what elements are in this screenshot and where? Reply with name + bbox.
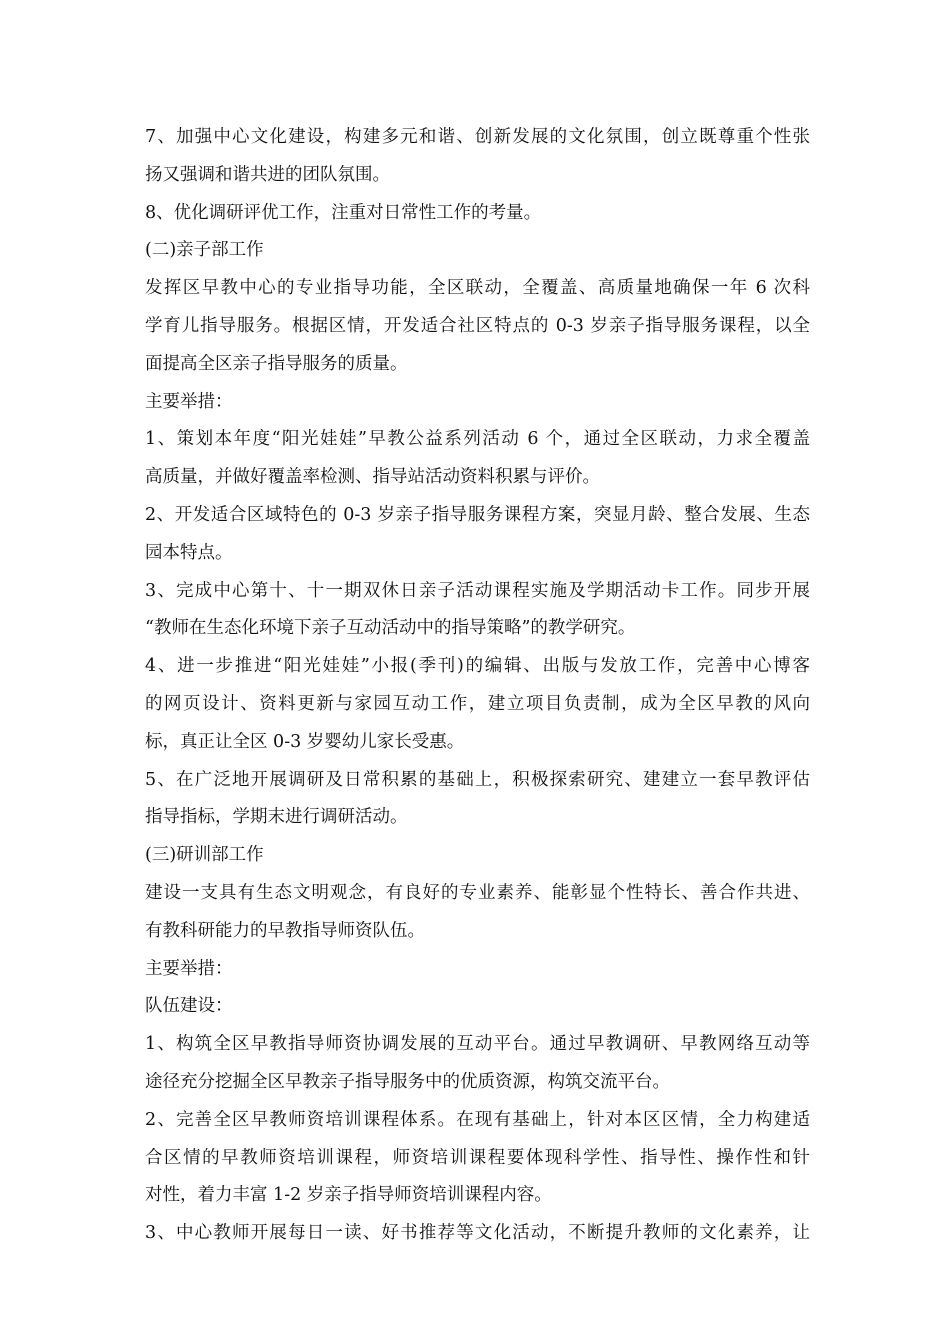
text-line: (二)亲子部工作: [145, 240, 264, 261]
text-line: (三)研训部工作: [145, 845, 264, 866]
text-line: 高质量，并做好覆盖率检测、指导站活动资料积累与评价。: [145, 467, 600, 488]
text-line: 学育儿指导服务。根据区情，开发适合社区特点的 0-3 岁亲子指导服务课程，以全: [145, 315, 810, 336]
text-line: 面提高全区亲子指导服务的质量。: [145, 353, 408, 374]
text-line: 对性，着力丰富 1-2 岁亲子指导师资培训课程内容。: [145, 1185, 552, 1206]
text-line: 主要举措：: [145, 391, 233, 412]
text-line: 园本特点。: [145, 542, 233, 563]
text-line: 8、优化调研评优工作，注重对日常性工作的考量。: [145, 202, 542, 223]
text-line: 队伍建设：: [145, 996, 233, 1017]
text-line: “教师在生态化环境下亲子互动活动中的指导策略”的教学研究。: [145, 618, 636, 639]
text-line: 1、构筑全区早教指导师资协调发展的互动平台。通过早教调研、早教网络互动等: [145, 1034, 810, 1055]
text-line: 7、加强中心文化建设，构建多元和谐、创新发展的文化氛围，创立既尊重个性张: [145, 127, 810, 147]
text-line: 途径充分挖掘全区早教亲子指导服务中的优质资源，构筑交流平台。: [145, 1071, 670, 1092]
document-body: [145, 119, 810, 1253]
text-line: 3、中心教师开展每日一读、好书推荐等文化活动，不断提升教师的文化素养，让: [145, 1223, 810, 1244]
text-line: 1、策划本年度“阳光娃娃”早教公益系列活动 6 个，通过全区联动，力求全覆盖: [145, 429, 810, 450]
text-line: 5、在广泛地开展调研及日常积累的基础上，积极探索研究、建建立一套早教评估: [145, 769, 810, 790]
text-line: 指导指标，学期末进行调研活动。: [145, 807, 408, 828]
text-line: 合区情的早教师资培训课程，师资培训课程要体现科学性、指导性、操作性和针: [145, 1147, 810, 1168]
text-line: 4、进一步推进“阳光娃娃”小报(季刊)的编辑、出版与发放工作，完善中心博客: [145, 656, 810, 677]
text-line: 有教科研能力的早教指导师资队伍。: [145, 920, 425, 941]
text-line: 标，真正让全区 0-3 岁婴幼儿家长受惠。: [145, 731, 465, 752]
text-line: 扬又强调和谐共进的团队氛围。: [145, 164, 390, 185]
text-line: 主要举措：: [145, 958, 233, 979]
text-line: 2、开发适合区域特色的 0-3 岁亲子指导服务课程方案，突显月龄、整合发展、生态: [145, 504, 810, 525]
text-line: 建设一支具有生态文明观念，有良好的专业素养、能彰显个性特长、善合作共进、: [145, 882, 810, 903]
text-line: 的网页设计、资料更新与家园互动工作，建立项目负责制，成为全区早教的风向: [145, 693, 810, 714]
text-line: 3、完成中心第十、十一期双休日亲子活动课程实施及学期活动卡工作。同步开展: [145, 580, 810, 601]
text-line: 发挥区早教中心的专业指导功能，全区联动，全覆盖、高质量地确保一年 6 次科: [145, 278, 810, 299]
text-line: 2、完善全区早教师资培训课程体系。在现有基础上，针对本区区情，全力构建适: [145, 1109, 810, 1130]
